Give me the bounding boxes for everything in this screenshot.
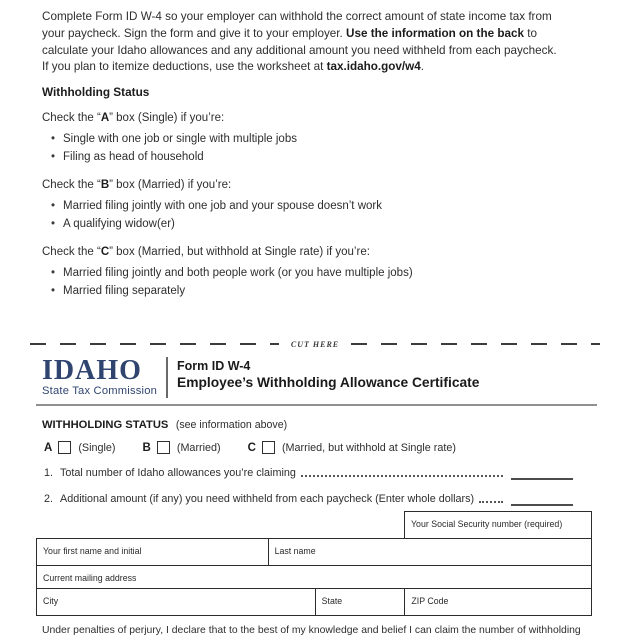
status-checkbox-row [44, 441, 630, 454]
dotted-leader [479, 501, 503, 503]
cut-line [30, 340, 600, 348]
form-line-2 [44, 493, 573, 506]
zip-field[interactable] [405, 589, 591, 615]
personal-info-table [36, 538, 592, 616]
mailing-address-label: Current mailing address [43, 573, 137, 584]
intro-bold-url: tax.idaho.gov/w4 [326, 60, 421, 74]
line-number: 1. [44, 467, 54, 480]
intro-line [42, 26, 602, 43]
withholding-status-line [42, 415, 630, 433]
line-text: Additional amount (if any) you need withheld from each paycheck (Enter whole dollars) [60, 493, 475, 506]
checkbox-letter-c: C [247, 441, 256, 454]
intro-line [42, 59, 602, 76]
dotted-leader [301, 475, 503, 477]
city-label: City [43, 596, 59, 607]
intro-text: If you plan to itemize deductions, use the worksheet at [42, 60, 327, 74]
bullet-item: • A qualifying widow(er) [42, 216, 630, 234]
lead-text: Check the “ [42, 112, 101, 125]
status-note: (see information above) [175, 419, 288, 432]
header-divider [166, 357, 168, 398]
checkbox-letter-b: B [142, 441, 151, 454]
withholding-status-heading: Withholding Status [42, 85, 150, 100]
check-group-b [42, 179, 630, 233]
form-number: Form ID W-4 [177, 359, 251, 374]
checkbox-a[interactable] [58, 441, 71, 454]
lead-text: ” box (Married) if you’re: [109, 179, 232, 192]
lead-text: Check the “ [42, 179, 101, 192]
checkbox-group-b [143, 441, 221, 454]
intro-text: calculate your Idaho allowances and any additional amount you need withheld from each paycheck. [42, 43, 557, 57]
check-group-a [42, 112, 630, 166]
intro-text: Complete Form ID W-4 so your employer can withhold the correct amount of state income tax from [42, 10, 552, 23]
zip-label: ZIP Code [411, 596, 449, 607]
checkbox-group-a [44, 441, 116, 454]
cut-dash [351, 343, 600, 345]
state-field[interactable] [316, 589, 406, 615]
bullet-item: • Married filing jointly and both people work (or you have multiple jobs) [42, 265, 630, 283]
bullet-list [42, 265, 630, 300]
bullet-list [42, 198, 630, 233]
state-label: State [321, 596, 343, 607]
cut-dash [30, 343, 279, 345]
intro-text: to [523, 26, 537, 40]
lead-text: ” box (Married, but withhold at Single rate) if you’re: [109, 246, 370, 259]
city-field[interactable] [37, 589, 316, 615]
address-row [37, 566, 591, 589]
intro-paragraph [42, 9, 602, 76]
ssn-label: Your Social Security number (required) [411, 519, 563, 530]
mailing-address-field[interactable] [37, 566, 591, 588]
line-text: Total number of Idaho allowances you’re claiming [60, 467, 296, 480]
first-name-field[interactable] [37, 539, 269, 565]
last-name-field[interactable] [269, 539, 591, 565]
checkbox-letter-a: A [44, 441, 53, 454]
intro-line [42, 9, 602, 26]
intro-text: . [420, 60, 424, 74]
bullet-item: • Married filing separately [42, 283, 630, 301]
bullet-item: • Married filing jointly with one job and your spouse doesn’t work [42, 198, 630, 216]
intro-line [42, 43, 602, 60]
lead-text: Check the “ [42, 246, 101, 259]
cut-here-label: CUT HERE [290, 339, 340, 349]
form-title: Employee’s Withholding Allowance Certificate [177, 375, 480, 391]
header-rule [36, 404, 597, 406]
logo-subtitle: State Tax Commission [42, 385, 158, 398]
name-row [37, 539, 591, 566]
checkbox-group-c [248, 441, 456, 454]
intro-bold-back-note: Use the information on the back [346, 26, 524, 40]
checkbox-label-married-single-rate: (Married, but withhold at Single rate) [281, 441, 456, 454]
idaho-logo [42, 357, 166, 398]
lead-letter: C [100, 246, 110, 259]
last-name-label: Last name [274, 546, 316, 557]
city-state-zip-row [37, 589, 591, 615]
additional-amount-input-line[interactable] [511, 493, 573, 506]
checkbox-label-married: (Married) [176, 441, 221, 454]
form-line-1 [44, 467, 573, 480]
intro-text: your paycheck. Sign the form and give it to your employer. [42, 26, 347, 40]
status-label: WITHHOLDING STATUS [42, 419, 169, 432]
lead-letter: A [100, 112, 110, 125]
check-group-c [42, 246, 630, 300]
first-name-label: Your first name and initial [43, 546, 142, 557]
checkbox-b[interactable] [157, 441, 170, 454]
lead-text: ” box (Single) if you’re: [109, 112, 225, 125]
allowances-input-line[interactable] [511, 467, 573, 480]
form-header [42, 357, 594, 398]
bullet-item: • Filing as head of household [42, 149, 630, 167]
check-lead-a [42, 112, 630, 125]
ssn-row [36, 511, 592, 538]
checkbox-c[interactable] [262, 441, 275, 454]
form-title-block [177, 357, 479, 398]
form-page [0, 9, 630, 639]
lead-letter: B [100, 179, 110, 192]
line-number: 2. [44, 493, 54, 506]
logo-wordmark: IDAHO [42, 355, 142, 387]
checkbox-label-single: (Single) [78, 441, 116, 454]
perjury-statement: Under penalties of perjury, I declare that to the best of my knowledge and belief I can claim the number of withholding [42, 625, 581, 637]
check-lead-b [42, 179, 630, 192]
bullet-list [42, 131, 630, 166]
ssn-field[interactable] [404, 511, 592, 538]
check-lead-c [42, 246, 630, 259]
bullet-item: • Single with one job or single with multiple jobs [42, 131, 630, 149]
